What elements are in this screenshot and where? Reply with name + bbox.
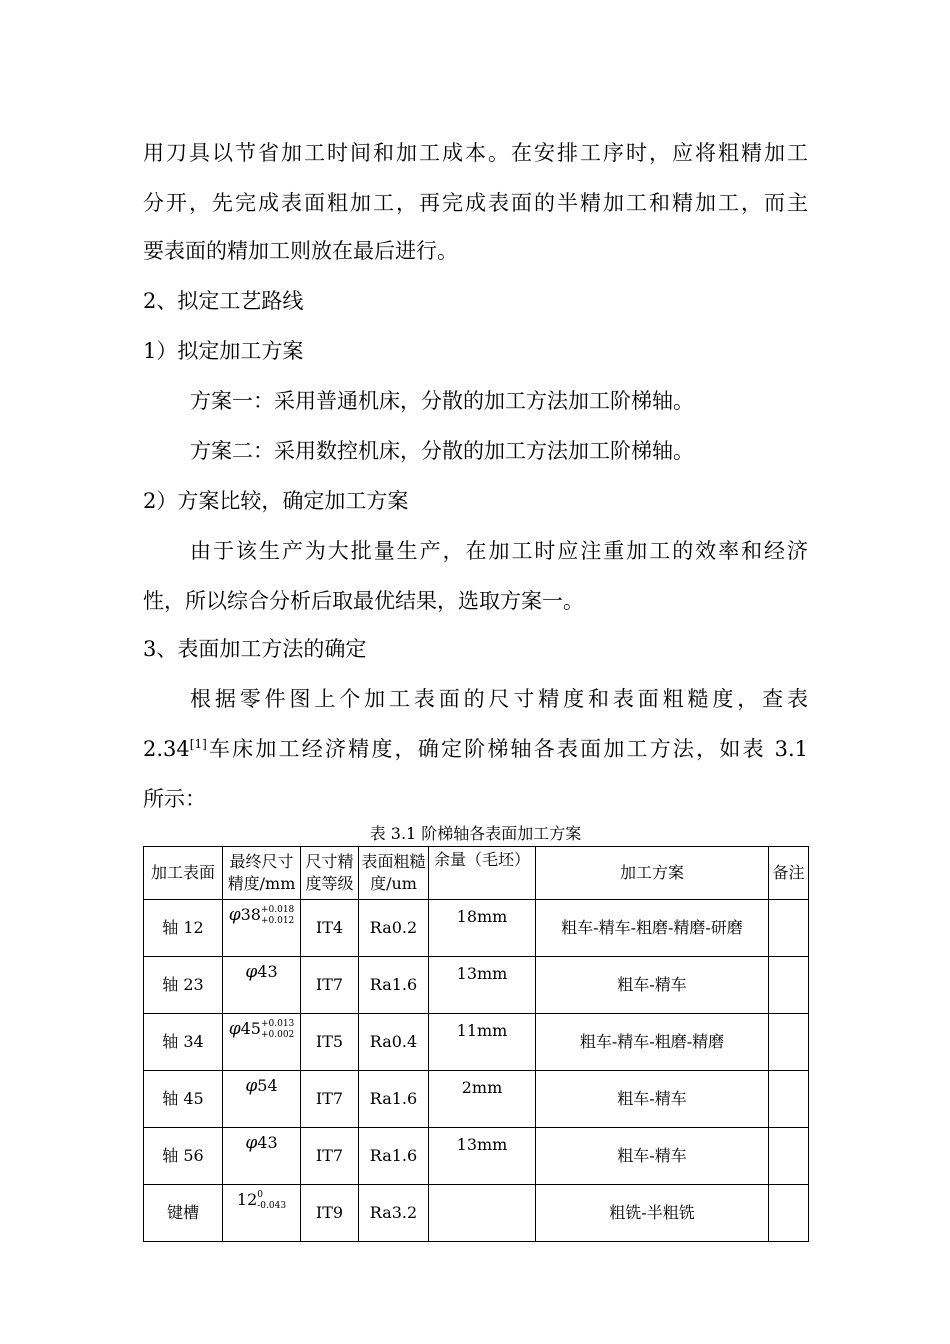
table-caption: 表 3.1 阶梯轴各表面加工方案 (369, 824, 582, 843)
tolerance-lower: +0.002 (260, 1029, 295, 1040)
table-row (144, 1185, 809, 1242)
header-note: 备注 (769, 847, 809, 900)
size-cell (223, 1014, 301, 1071)
roughness-cell: Ra1.6 (359, 1128, 429, 1185)
paragraph-3-line-3: 所示： (143, 787, 206, 811)
size-cell (223, 1185, 301, 1242)
note-cell (769, 1071, 809, 1128)
paragraph-2-line-1: 由于该生产为大批量生产，在加工时应注重加工的效率和经济 (190, 539, 808, 563)
subheading-2-1: 1）拟定加工方案 (143, 339, 304, 363)
paragraph-3-line-2-text: 车床加工经济精度，确定阶梯轴各表面加工方法，如表 3.1 (206, 737, 808, 761)
allowance-cell: 13mm (429, 957, 536, 1014)
diameter-symbol: φ (228, 905, 241, 925)
roughness-cell: Ra3.2 (359, 1185, 429, 1242)
diameter-symbol: φ (245, 1076, 258, 1096)
size-cell (223, 900, 301, 957)
size-value: 12 (236, 1190, 258, 1209)
allowance-cell: 2mm (429, 1071, 536, 1128)
tolerance (261, 905, 294, 927)
grade-cell: IT5 (301, 1014, 359, 1071)
plan-cell: 粗车-精车 (536, 957, 769, 1014)
tolerance-upper: 0 (257, 1189, 263, 1200)
tolerance (261, 1019, 294, 1041)
header-roughness: 表面粗糙度/um (359, 847, 429, 900)
diameter-symbol: φ (228, 1019, 241, 1039)
citation-marker: [1] (189, 737, 207, 751)
diameter-symbol: φ (245, 962, 258, 982)
header-allowance: 余量（毛坯） (429, 847, 536, 900)
roughness-cell: Ra1.6 (359, 957, 429, 1014)
table-header-row (144, 847, 809, 900)
subheading-2-2: 2）方案比较，确定加工方案 (143, 489, 409, 513)
allowance-cell (429, 1185, 536, 1242)
allowance-cell: 13mm (429, 1128, 536, 1185)
size-value: 38 (240, 905, 261, 924)
tolerance (257, 1190, 286, 1212)
roughness-cell: Ra1.6 (359, 1071, 429, 1128)
surface-cell: 轴 23 (144, 957, 223, 1014)
grade-cell: IT7 (301, 957, 359, 1014)
surface-cell: 轴 56 (144, 1128, 223, 1185)
table-row (144, 957, 809, 1014)
plan-cell: 粗车-精车-粗磨-精磨 (536, 1014, 769, 1071)
plan-one-text: 方案一：采用普通机床，分散的加工方法加工阶梯轴。 (190, 389, 694, 413)
table-row (144, 1128, 809, 1185)
plan-cell: 粗铣-半粗铣 (536, 1185, 769, 1242)
size-cell (223, 957, 301, 1014)
surface-cell: 轴 12 (144, 900, 223, 957)
machining-plan-table (143, 846, 809, 1242)
size-value: 45 (240, 1019, 261, 1038)
size-value: 54 (257, 1076, 278, 1095)
header-grade: 尺寸精度等级 (301, 847, 359, 900)
note-cell (769, 900, 809, 957)
paragraph-3-line-2 (143, 734, 808, 764)
surface-cell: 键槽 (144, 1185, 223, 1242)
note-cell (769, 1128, 809, 1185)
allowance-cell: 11mm (429, 1014, 536, 1071)
plan-two-text: 方案二：采用数控机床，分散的加工方法加工阶梯轴。 (190, 439, 694, 463)
tolerance-upper: +0.018 (260, 904, 295, 915)
table-row (144, 1071, 809, 1128)
paragraph-1-line-3: 要表面的精加工则放在最后进行。 (143, 239, 458, 263)
tolerance-lower: -0.043 (257, 1200, 287, 1211)
tolerance-upper: +0.013 (260, 1018, 295, 1029)
header-plan: 加工方案 (536, 847, 769, 900)
note-cell (769, 1185, 809, 1242)
plan-cell: 粗车-精车 (536, 1071, 769, 1128)
grade-cell: IT9 (301, 1185, 359, 1242)
diameter-symbol: φ (245, 1133, 258, 1153)
size-value: 43 (257, 1133, 278, 1152)
size-value: 43 (257, 962, 278, 981)
surface-cell: 轴 45 (144, 1071, 223, 1128)
plan-cell: 粗车-精车 (536, 1128, 769, 1185)
header-surface: 加工表面 (144, 847, 223, 900)
paragraph-1-line-1: 用刀具以节省加工时间和加工成本。在安排工序时，应将粗精加工 (143, 141, 808, 165)
paragraph-2-line-2: 性，所以综合分析后取最优结果，选取方案一。 (143, 589, 584, 613)
section-heading-3: 3、表面加工方法的确定 (143, 637, 367, 661)
grade-cell: IT4 (301, 900, 359, 957)
tolerance-lower: +0.012 (260, 915, 295, 926)
allowance-cell: 18mm (429, 900, 536, 957)
grade-cell: IT7 (301, 1128, 359, 1185)
grade-cell: IT7 (301, 1071, 359, 1128)
header-final-size: 最终尺寸精度/mm (223, 847, 301, 900)
paragraph-3-line-1: 根据零件图上个加工表面的尺寸精度和表面粗糙度，查表 (190, 687, 808, 711)
note-cell (769, 1014, 809, 1071)
section-heading-2: 2、拟定工艺路线 (143, 289, 304, 313)
roughness-cell: Ra0.2 (359, 900, 429, 957)
surface-cell: 轴 34 (144, 1014, 223, 1071)
table-row (144, 900, 809, 957)
roughness-cell: Ra0.4 (359, 1014, 429, 1071)
size-cell (223, 1128, 301, 1185)
plan-cell: 粗车-精车-粗磨-精磨-研磨 (536, 900, 769, 957)
size-cell (223, 1071, 301, 1128)
note-cell (769, 957, 809, 1014)
table-row (144, 1014, 809, 1071)
table-reference-number: 2.34 (143, 737, 190, 761)
paragraph-1-line-2: 分开，先完成表面粗加工，再完成表面的半精加工和精加工，而主 (143, 191, 808, 215)
